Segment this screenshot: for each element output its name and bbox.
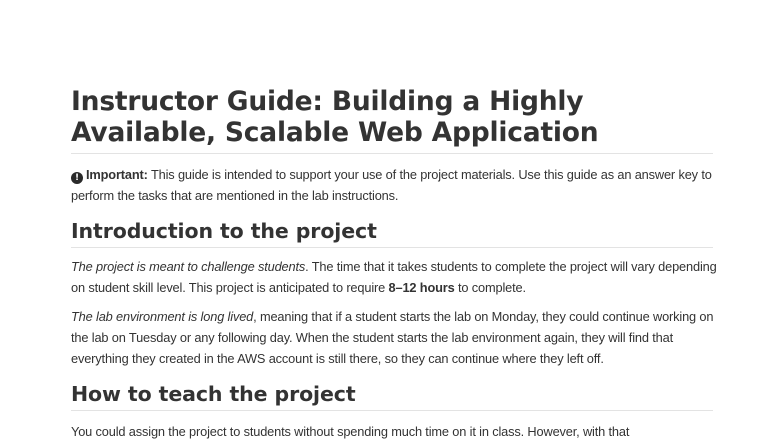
section-heading-introduction: Introduction to the project bbox=[71, 218, 713, 248]
section-heading-how-to-teach: How to teach the project bbox=[71, 381, 713, 411]
exclamation-circle-icon: ! bbox=[71, 172, 83, 184]
important-label: Important: bbox=[86, 167, 148, 182]
intro-paragraph-1-text: . The time that it takes students to complete the project will vary depending on student skill level. This project is anticipated to require bbox=[71, 259, 717, 295]
intro-paragraph-1-bold: 8–12 hours bbox=[388, 280, 455, 295]
important-note bbox=[71, 164, 721, 206]
intro-paragraph-2-text: , meaning that if a student starts the lab on Monday, they could continue working on the lab on Tuesday or any following day. When the student starts the lab environment again, they will find that everything they created in the AWS account is still there, so they can continue where they left off. bbox=[71, 309, 714, 366]
document-title: Instructor Guide: Building a Highly Available, Scalable Web Application bbox=[71, 86, 713, 154]
important-text: This guide is intended to support your use of the project materials. Use this guide as an answer key to perform the tasks that are mentioned in the lab instructions. bbox=[71, 167, 712, 203]
intro-paragraph-1-end: to complete. bbox=[454, 280, 526, 295]
intro-paragraph-2-italic: The lab environment is long lived bbox=[71, 309, 254, 324]
intro-paragraph-1-italic: The project is meant to challenge students bbox=[71, 259, 306, 274]
how-to-teach-paragraph-1: You could assign the project to students without spending much time on it in class. However, with that bbox=[71, 424, 630, 439]
intro-paragraph-2 bbox=[71, 306, 721, 369]
intro-paragraph-1 bbox=[71, 256, 721, 298]
